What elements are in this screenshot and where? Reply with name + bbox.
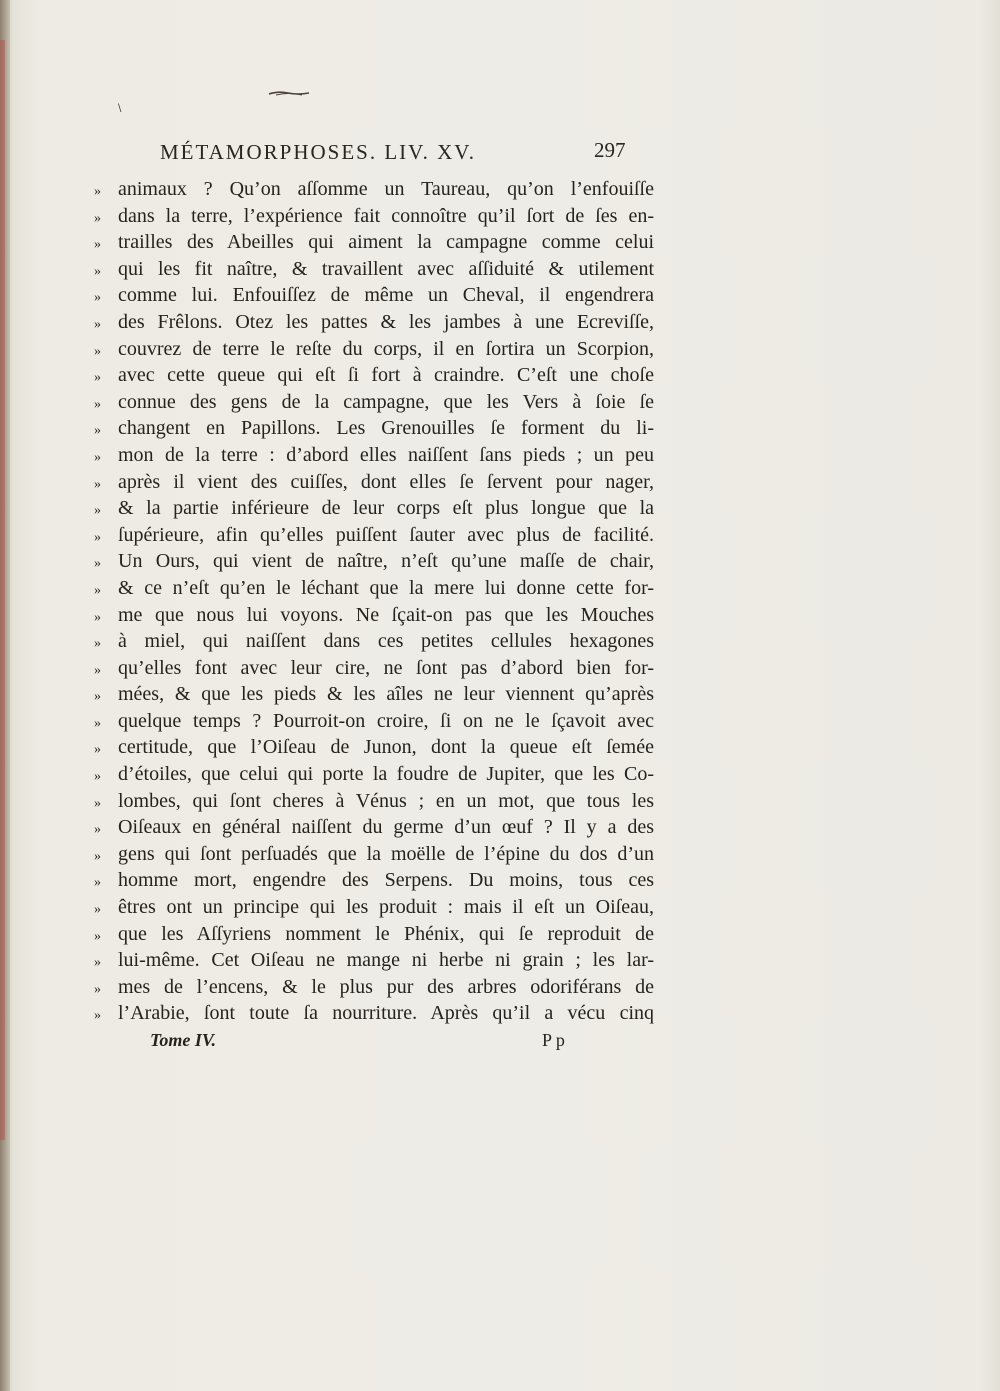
line-text: trailles des Abeilles qui aiment la campagne comme celui — [118, 231, 654, 254]
text-line — [94, 734, 664, 761]
quotation-mark: » — [94, 529, 101, 545]
line-text: couvrez de terre le reſte du corps, il en ſortira un Scorpion, — [118, 337, 654, 360]
line-text: homme mort, engendre des Serpens. Du moins, tous ces — [118, 869, 654, 892]
line-text: êtres ont un principe qui les produit : mais il eſt un Oiſeau, — [118, 896, 654, 919]
text-line — [94, 203, 664, 230]
text-line — [94, 575, 664, 602]
quotation-mark: » — [94, 476, 101, 492]
line-text: d’étoiles, que celui qui porte la foudre de Jupiter, que les Co- — [118, 763, 654, 786]
line-text: avec cette queue qui eſt ſi fort à craindre. C’eſt une choſe — [118, 364, 654, 387]
text-line — [94, 628, 664, 655]
line-text: dans la terre, l’expérience fait connoître qu’il ſort de ſes en- — [118, 204, 654, 227]
text-line — [94, 469, 664, 496]
text-line — [94, 761, 664, 788]
line-text: mon de la terre : d’abord elles naiſſent ſans pieds ; un peu — [118, 443, 654, 466]
quotation-mark: » — [94, 449, 101, 465]
quotation-mark: » — [94, 715, 101, 731]
line-text: Oiſeaux en général naiſſent du germe d’un œuf ? Il y a des — [118, 816, 654, 839]
binding-edge — [0, 40, 5, 1140]
quotation-mark: » — [94, 582, 101, 598]
text-line — [94, 336, 664, 363]
ornament-mark — [268, 90, 310, 96]
page-header — [160, 140, 660, 170]
quotation-mark: » — [94, 928, 101, 944]
quotation-mark: » — [94, 636, 101, 652]
text-line — [94, 415, 664, 442]
line-text: connue des gens de la campagne, que les Vers à ſoie ſe — [118, 390, 654, 413]
text-line — [94, 841, 664, 868]
line-text: mes de l’encens, & le plus pur des arbres odoriférans de — [118, 975, 654, 998]
line-text: changent en Papillons. Les Grenouilles ſe forment du li- — [118, 417, 654, 440]
text-line — [94, 974, 664, 1001]
body-text — [94, 176, 664, 1027]
page-footer — [150, 1030, 650, 1060]
line-text: après il vient des cuiſſes, dont elles ſe ſervent pour nager, — [118, 470, 654, 493]
quotation-mark: » — [94, 742, 101, 758]
line-text: mées, & que les pieds & les aîles ne leur viennent qu’après — [118, 683, 654, 706]
text-line — [94, 495, 664, 522]
line-text: quelque temps ? Pourroit-on croire, ſi on ne le ſçavoit avec — [118, 709, 654, 732]
line-text: Un Ours, qui vient de naître, n’eſt qu’une maſſe de chair, — [118, 550, 654, 573]
text-line — [94, 362, 664, 389]
quotation-mark: » — [94, 263, 101, 279]
line-text: que les Aſſyriens nomment le Phénix, qui ſe reproduit de — [118, 922, 654, 945]
line-text: me que nous lui voyons. Ne ſçait-on pas que les Mouches — [118, 603, 654, 626]
line-text: qu’elles font avec leur cire, ne ſont pas d’abord bien for- — [118, 656, 654, 679]
text-line — [94, 788, 664, 815]
text-line — [94, 814, 664, 841]
text-line — [94, 681, 664, 708]
quotation-mark: » — [94, 503, 101, 519]
line-text: gens qui ſont perſuadés que la moëlle de l’épine du dos d’un — [118, 842, 654, 865]
text-line — [94, 522, 664, 549]
text-line — [94, 389, 664, 416]
line-text: ſupérieure, afin qu’elles puiſſent ſauter avec plus de facilité. — [118, 523, 654, 546]
quotation-mark: » — [94, 210, 101, 226]
quotation-mark: » — [94, 1008, 101, 1024]
quotation-mark: » — [94, 769, 101, 785]
text-line — [94, 947, 664, 974]
text-line — [94, 548, 664, 575]
text-line — [94, 655, 664, 682]
quotation-mark: » — [94, 689, 101, 705]
text-line — [94, 442, 664, 469]
text-line — [94, 708, 664, 735]
quotation-mark: » — [94, 184, 101, 199]
catchword: P p — [542, 1030, 565, 1050]
quotation-mark: » — [94, 290, 101, 306]
quotation-mark: » — [94, 795, 101, 811]
line-text: comme lui. Enfouiſſez de même un Cheval, il engendrera — [118, 284, 654, 307]
line-text: qui les fit naître, & travaillent avec aſſiduité & utilement — [118, 257, 654, 280]
quotation-mark: » — [94, 556, 101, 572]
text-line — [94, 256, 664, 283]
running-title: MÉTAMORPHOSES. LIV. XV. — [160, 140, 477, 164]
quotation-mark: » — [94, 370, 101, 386]
line-text: l’Arabie, ſont toute ſa nourriture. Après qu’il a vécu cinq — [118, 1002, 654, 1025]
page-number: 297 — [594, 138, 626, 162]
quotation-mark: » — [94, 396, 101, 412]
quotation-mark: » — [94, 902, 101, 918]
quotation-mark: » — [94, 237, 101, 253]
line-text: lui-même. Cet Oiſeau ne mange ni herbe ni grain ; les lar- — [118, 949, 654, 972]
text-line — [94, 602, 664, 629]
text-line — [94, 921, 664, 948]
signature-mark: Tome IV. — [150, 1030, 217, 1050]
text-line — [94, 176, 664, 203]
quotation-mark: » — [94, 662, 101, 678]
line-text: animaux ? Qu’on aſſomme un Taureau, qu’on l’enfouiſſe — [118, 178, 654, 200]
quotation-mark: » — [94, 316, 101, 332]
text-line — [94, 229, 664, 256]
text-line — [94, 1000, 664, 1027]
text-line — [94, 309, 664, 336]
quotation-mark: » — [94, 822, 101, 838]
text-line — [94, 282, 664, 309]
quotation-mark: » — [94, 981, 101, 997]
line-text: à miel, qui naiſſent dans ces petites cellules hexagones — [118, 630, 654, 653]
quotation-mark: » — [94, 609, 101, 625]
quotation-mark: » — [94, 343, 101, 359]
quotation-mark: » — [94, 848, 101, 864]
quotation-mark: » — [94, 955, 101, 971]
line-text: & la partie inférieure de leur corps eſt plus longue que la — [118, 497, 654, 520]
quotation-mark: » — [94, 875, 101, 891]
line-text: des Frêlons. Otez les pattes & les jambes à une Ecreviſſe, — [118, 310, 654, 333]
text-line — [94, 867, 664, 894]
ink-speck: \ — [118, 103, 122, 114]
text-line — [94, 894, 664, 921]
line-text: certitude, que l’Oiſeau de Junon, dont la queue eſt ſemée — [118, 736, 654, 759]
line-text: lombes, qui ſont cheres à Vénus ; en un mot, que tous les — [118, 789, 654, 812]
line-text: & ce n’eſt qu’en le léchant que la mere lui donne cette for- — [118, 576, 654, 599]
quotation-mark: » — [94, 423, 101, 439]
